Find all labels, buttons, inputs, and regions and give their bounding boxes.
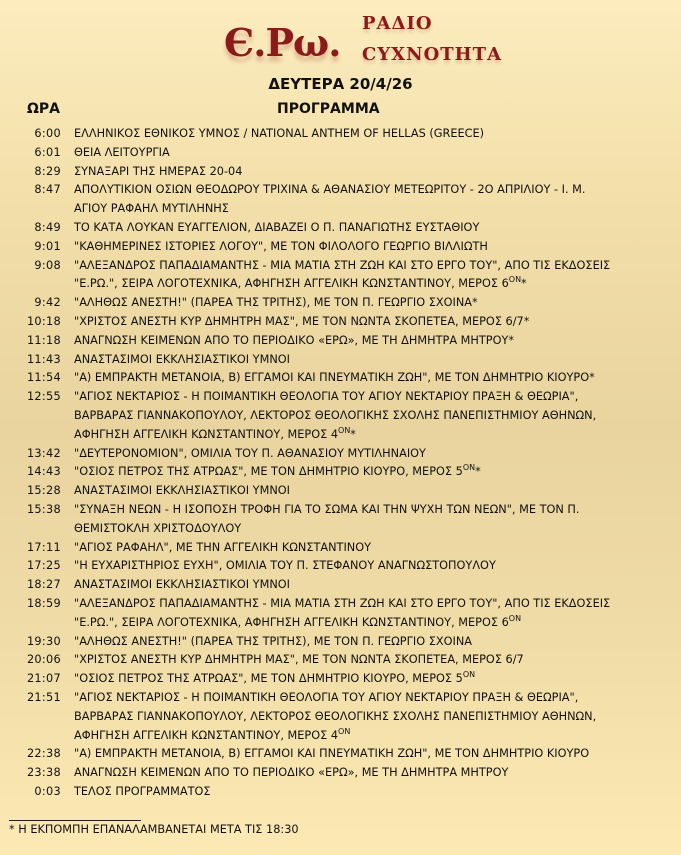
time-column-header: ΩΡΑ [27, 101, 60, 117]
schedule-time: 11:18 [26, 333, 61, 347]
program-text: ΣΥΝΑΞΑΡΙ ΤΗΣ ΗΜΕΡΑΣ 20-04 [74, 164, 243, 178]
schedule-row [0, 576, 681, 595]
program-text: ΑΝΑΓΝΩΣΗ ΚΕΙΜΕΝΩΝ ΑΠΟ ΤΟ ΠΕΡΙΟΔΙΚΟ «ΕΡΩ», ΜΕ ΤΗ ΔΗΜΗΤΡΑ ΜΗΤΡΟΥ [74, 766, 509, 780]
part-ordinal-suffix: ΟΝ [338, 425, 351, 435]
program-text: "ΑΓΙΟΣ ΡΑΦΑΗΛ", ΜΕ ΤΗΝ ΑΓΓΕΛΙΚΗ ΚΩΝΣΤΑΝΤΙΝΟΥ [74, 540, 372, 554]
part-ordinal-suffix: ΟΝ [462, 463, 476, 473]
schedule-row [0, 369, 681, 388]
program-text: ΑΝΑΣΤΑΣΙΜΟΙ ΕΚΚΛΗΣΙΑΣΤΙΚΟΙ ΥΜΝΟΙ [74, 352, 290, 366]
schedule-time: 13:42 [26, 446, 61, 460]
page-title: ΔΕΥΤΕΡΑ 20/4/26 [268, 75, 413, 93]
schedule-time: 19:30 [26, 634, 61, 648]
schedule-row [0, 463, 681, 482]
part-ordinal-suffix: ΟΝ [508, 613, 522, 623]
schedule-program [74, 181, 664, 219]
schedule-program [74, 332, 664, 351]
schedule-row [0, 181, 681, 219]
repeat-asterisk: * [521, 277, 527, 291]
schedule-row [0, 388, 681, 444]
schedule-time: 0:03 [34, 784, 61, 798]
schedule-time: 22:38 [26, 747, 61, 761]
schedule-row [0, 125, 681, 144]
program-text: ΑΝΑΓΝΩΣΗ ΚΕΙΜΕΝΩΝ ΑΠΟ ΤΟ ΠΕΡΙΟΔΙΚΟ «ΕΡΩ», ΜΕ ΤΗ ΔΗΜΗΤΡΑ ΜΗΤΡΟΥ* [74, 333, 515, 347]
program-text: ΑΝΑΣΤΑΣΙΜΟΙ ΕΚΚΛΗΣΙΑΣΤΙΚΟΙ ΥΜΝΟΙ [74, 484, 290, 498]
schedule-program [74, 764, 664, 783]
schedule-time: 8:47 [34, 183, 61, 197]
program-text: "ΧΡΙΣΤΟΣ ΑΝΕΣΤΗ ΚΥΡ ΔΗΜΗΤΡΗ ΜΑΣ", ΜΕ ΤΟΝ ΝΩΝΤΑ ΣΚΟΠΕΤΕΑ, ΜΕΡΟΣ 6/7* [74, 314, 530, 328]
schedule-row [0, 557, 681, 576]
logo-frequency-label: ϹΥΧΝΟΤΗΤΑ [362, 44, 503, 65]
schedule-time: 8:49 [34, 220, 61, 234]
schedule-program [74, 388, 664, 444]
schedule-program [74, 369, 664, 388]
schedule-time: 18:59 [26, 596, 61, 610]
schedule-row [0, 294, 681, 313]
repeat-asterisk: * [475, 465, 481, 479]
part-ordinal-suffix: ΟΝ [462, 670, 476, 680]
schedule-program [74, 539, 664, 558]
schedule-time: 8:29 [34, 164, 61, 178]
schedule-row [0, 163, 681, 182]
program-text: "ΑΛΗΘΩΣ ΑΝΕΣΤΗ!" (ΠΑΡΕΑ ΤΗΣ ΤΡΙΤΗΣ), ΜΕ ΤΟΝ Π. ΓΕΩΡΓΙΟ ΣΧΟΙΝΑ* [74, 296, 478, 310]
schedule-program [74, 463, 664, 482]
program-text: "Α) ΕΜΠΡΑΚΤΗ ΜΕΤΑΝΟΙΑ, Β) ΕΓΓΑΜΟΙ ΚΑΙ ΠΝΕΥΜΑΤΙΚΗ ΖΩΗ", ΜΕ ΤΟΝ ΔΗΜΗΤΡΙΟ ΚΙΟΥΡΟ* [74, 371, 595, 385]
program-text: ΑΝΑΣΤΑΣΙΜΟΙ ΕΚΚΛΗΣΙΑΣΤΙΚΟΙ ΥΜΝΟΙ [74, 578, 290, 592]
schedule-program [74, 783, 664, 802]
program-text: "ΑΓΙΟΣ ΝΕΚΤΑΡΙΟΣ - Η ΠΟΙΜΑΝΤΙΚΗ ΘΕΟΛΟΓΙΑ ΤΟΥ ΑΓΙΟΥ ΝΕΚΤΑΡΙΟΥ ΠΡΑΞΗ & ΘΕΩΡΙΑ", ΒΑΡΒΑΡΑΣ ΓΙΑΝΝΑΚΟΠΟΥΛΟΥ, ΛΕΚΤΟΡΟΣ ΘΕΟΛΟΓΙΚΗΣ ΣΧΟΛΗΣ ΠΑΝΕΠΙΣΤΗΜΙΟΥ ΑΘΗΝΩΝ, ΑΦΗΓΗΣΗ ΑΓΓΕΛΙΚΗ ΚΩΝΣΤΑΝΤΙΝΟΥ, ΜΕΡΟΣ 4 [74, 690, 597, 742]
schedule-program [74, 313, 664, 332]
schedule-row [0, 745, 681, 764]
schedule-program [74, 294, 664, 313]
schedule-time: 15:28 [26, 484, 61, 498]
schedule-program [74, 445, 664, 464]
schedule-program [74, 482, 664, 501]
schedule-program [74, 238, 664, 257]
schedule-time: 23:38 [26, 766, 61, 780]
schedule-row [0, 689, 681, 745]
program-text: ΤΕΛΟΣ ΠΡΟΓΡΑΜΜΑΤΟΣ [74, 784, 211, 798]
schedule-program [74, 633, 664, 652]
program-text: "ΧΡΙΣΤΟΣ ΑΝΕΣΤΗ ΚΥΡ ΔΗΜΗΤΡΗ ΜΑΣ", ΜΕ ΤΟΝ ΝΩΝΤΑ ΣΚΟΠΕΤΕΑ, ΜΕΡΟΣ 6/7 [74, 653, 524, 667]
program-text: "ΑΓΙΟΣ ΝΕΚΤΑΡΙΟΣ - Η ΠΟΙΜΑΝΤΙΚΗ ΘΕΟΛΟΓΙΑ ΤΟΥ ΑΓΙΟΥ ΝΕΚΤΑΡΙΟΥ ΠΡΑΞΗ & ΘΕΩΡΙΑ", ΒΑΡΒΑΡΑΣ ΓΙΑΝΝΑΚΟΠΟΥΛΟΥ, ΛΕΚΤΟΡΟΣ ΘΕΟΛΟΓΙΚΗΣ ΣΧΟΛΗΣ ΠΑΝΕΠΙΣΤΗΜΙΟΥ ΑΘΗΝΩΝ, ΑΦΗΓΗΣΗ ΑΓΓΕΛΙΚΗ ΚΩΝΣΤΑΝΤΙΝΟΥ, ΜΕΡΟΣ 4 [74, 390, 597, 441]
schedule-time: 11:43 [26, 352, 61, 366]
schedule-program [74, 163, 664, 182]
schedule-row [0, 482, 681, 501]
schedule-time: 17:25 [26, 559, 61, 573]
program-text: "ΚΑΘΗΜΕΡΙΝΕΣ ΙΣΤΟΡΙΕΣ ΛΟΓΟΥ", ΜΕ ΤΟΝ ΦΙΛΟΛΟΓΟ ΓΕΩΡΓΙΟ ΒΙΛΛΙΩΤΗ [74, 239, 488, 253]
program-column-header: ΠΡΟΓΡΑΜΜΑ [277, 101, 380, 117]
schedule-time: 6:00 [34, 127, 61, 140]
schedule-row [0, 670, 681, 689]
program-text: "Η ΕΥΧΑΡΙΣΤΗΡΙΟΣ ΕΥΧΗ", ΟΜΙΛΙΑ ΤΟΥ Π. ΣΤΕΦΑΝΟΥ ΑΝΑΓΝΩΣΤΟΠΟΥΛΟΥ [74, 559, 496, 573]
program-text: "Α) ΕΜΠΡΑΚΤΗ ΜΕΤΑΝΟΙΑ, Β) ΕΓΓΑΜΟΙ ΚΑΙ ΠΝΕΥΜΑΤΙΚΗ ΖΩΗ", ΜΕ ΤΟΝ ΔΗΜΗΤΡΙΟ ΚΙΟΥΡΟ [74, 747, 590, 761]
program-text: "ΑΛΕΞΑΝΔΡΟΣ ΠΑΠΑΔΙΑΜΑΝΤΗΣ - ΜΙΑ ΜΑΤΙΑ ΣΤΗ ΖΩΗ ΚΑΙ ΣΤΟ ΕΡΓΟ ΤΟΥ", ΑΠΟ ΤΙΣ ΕΚΔΟΣΕΙΣ "Ε.ΡΩ.", ΣΕΙΡΑ ΛΟΓΟΤΕΧΝΙΚΑ, ΑΦΗΓΗΣΗ ΑΓΓΕΛΙΚΗ ΚΩΝΣΤΑΝΤΙΝΟΥ, ΜΕΡΟΣ 6 [74, 596, 611, 629]
program-text: "ΟΣΙΟΣ ΠΕΤΡΟΣ ΤΗΣ ΑΤΡΩΑΣ", ΜΕ ΤΟΝ ΔΗΜΗΤΡΙΟ ΚΙΟΥΡΟ, ΜΕΡΟΣ 5 [74, 465, 463, 479]
program-text: ΕΛΛΗΝΙΚΟΣ ΕΘΝΙΚΟΣ ΥΜΝΟΣ / NATIONAL ANTHEM OF HELLAS (GREECE) [74, 127, 485, 140]
schedule-row [0, 539, 681, 558]
schedule-time: 9:08 [34, 258, 61, 272]
schedule-time: 21:07 [26, 672, 61, 686]
schedule-program [74, 651, 664, 670]
schedule-row [0, 257, 681, 295]
schedule-program [74, 501, 664, 539]
schedule-row [0, 783, 681, 802]
logo-wordmark: Є.Ρω. [224, 20, 341, 65]
logo-radio-label: ΡΑΔΙΟ [362, 13, 433, 34]
part-ordinal-suffix: ΟΝ [508, 275, 522, 285]
repeat-asterisk: * [350, 427, 356, 441]
schedule-time: 21:51 [26, 690, 61, 704]
schedule-time: 15:38 [26, 502, 61, 516]
schedule-program [74, 557, 664, 576]
schedule-row [0, 595, 681, 633]
footnote-divider [9, 820, 141, 821]
station-logo [224, 10, 503, 72]
schedule-time: 6:01 [34, 145, 61, 159]
program-text: "ΑΛΗΘΩΣ ΑΝΕΣΤΗ!" (ΠΑΡΕΑ ΤΗΣ ΤΡΙΤΗΣ), ΜΕ ΤΟΝ Π. ΓΕΩΡΓΙΟ ΣΧΟΙΝΑ [74, 634, 473, 648]
program-text: ΑΠΟΛΥΤΙΚΙΟΝ ΟΣΙΩΝ ΘΕΟΔΩΡΟΥ ΤΡΙΧΙΝΑ & ΑΘΑΝΑΣΙΟΥ ΜΕΤΕΩΡΙΤΟΥ - 2Ο ΑΠΡΙΛΙΟΥ - Ι. Μ. ΑΓΙΟΥ ΡΑΦΑΗΛ ΜΥΤΙΛΗΝΗΣ [74, 183, 586, 216]
schedule-time: 20:06 [26, 653, 61, 667]
schedule-program [74, 144, 664, 163]
schedule-program [74, 219, 664, 238]
schedule-row [0, 351, 681, 370]
schedule-row [0, 633, 681, 652]
schedule-time: 17:11 [26, 540, 61, 554]
schedule-program [74, 125, 664, 144]
schedule-row [0, 313, 681, 332]
schedule-program [74, 745, 664, 764]
program-text: "ΑΛΕΞΑΝΔΡΟΣ ΠΑΠΑΔΙΑΜΑΝΤΗΣ - ΜΙΑ ΜΑΤΙΑ ΣΤΗ ΖΩΗ ΚΑΙ ΣΤΟ ΕΡΓΟ ΤΟΥ", ΑΠΟ ΤΙΣ ΕΚΔΟΣΕΙΣ "Ε.ΡΩ.", ΣΕΙΡΑ ΛΟΓΟΤΕΧΝΙΚΑ, ΑΦΗΓΗΣΗ ΑΓΓΕΛΙΚΗ ΚΩΝΣΤΑΝΤΙΝΟΥ, ΜΕΡΟΣ 6 [74, 258, 611, 291]
schedule-row [0, 238, 681, 257]
schedule-row [0, 501, 681, 539]
schedule-time: 14:43 [26, 465, 61, 479]
schedule-program [74, 689, 664, 745]
program-text: "ΟΣΙΟΣ ΠΕΤΡΟΣ ΤΗΣ ΑΤΡΩΑΣ", ΜΕ ΤΟΝ ΔΗΜΗΤΡΙΟ ΚΙΟΥΡΟ, ΜΕΡΟΣ 5 [74, 672, 463, 686]
schedule-program [74, 576, 664, 595]
program-text: "ΣΥΝΑΞΗ ΝΕΩΝ - Η ΙΣΟΠΟΣΗ ΤΡΟΦΗ ΓΙΑ ΤΟ ΣΩΜΑ ΚΑΙ ΤΗΝ ΨΥΧΗ ΤΩΝ ΝΕΩΝ", ΜΕ ΤΟΝ Π. ΘΕΜΙΣΤΟΚΛΗ ΧΡΙΣΤΟΔΟΥΛΟΥ [74, 502, 580, 535]
schedule-program [74, 351, 664, 370]
program-text: ΘΕΙΑ ΛΕΙΤΟΥΡΓΙΑ [74, 145, 170, 159]
program-text: "ΔΕΥΤΕΡΟΝΟΜΙΟΝ", ΟΜΙΛΙΑ ΤΟΥ Π. ΑΘΑΝΑΣΙΟΥ ΜΥΤΙΛΗΝΑΙΟΥ [74, 446, 426, 460]
schedule-time: 9:01 [34, 239, 61, 253]
schedule-program [74, 257, 664, 295]
schedule-row [0, 445, 681, 464]
schedule-row [0, 764, 681, 783]
schedule-time: 10:18 [26, 314, 61, 328]
schedule-time: 18:27 [26, 578, 61, 592]
program-text: ΤΟ ΚΑΤΑ ΛΟΥΚΑΝ ΕΥΑΓΓΕΛΙΟΝ, ΔΙΑΒΑΖΕΙ Ο Π. ΠΑΝΑΓΙΩΤΗΣ ΕΥΣΤΑΘΙΟΥ [74, 220, 480, 234]
schedule-time: 9:42 [34, 296, 61, 310]
part-ordinal-suffix: ΟΝ [338, 726, 351, 736]
schedule-program [74, 595, 664, 633]
footnote: * Η ΕΚΠΟΜΠΗ ΕΠΑΝΑΛΑΜΒΑΝΕΤΑΙ ΜΕΤΑ ΤΙΣ 18:30 [9, 823, 299, 836]
schedule-time: 12:55 [26, 390, 61, 404]
schedule-row [0, 144, 681, 163]
schedule-row [0, 332, 681, 351]
schedule-time: 11:54 [26, 371, 61, 385]
schedule-row [0, 219, 681, 238]
schedule-row [0, 651, 681, 670]
schedule-program [74, 670, 664, 689]
schedule-list [0, 125, 681, 802]
